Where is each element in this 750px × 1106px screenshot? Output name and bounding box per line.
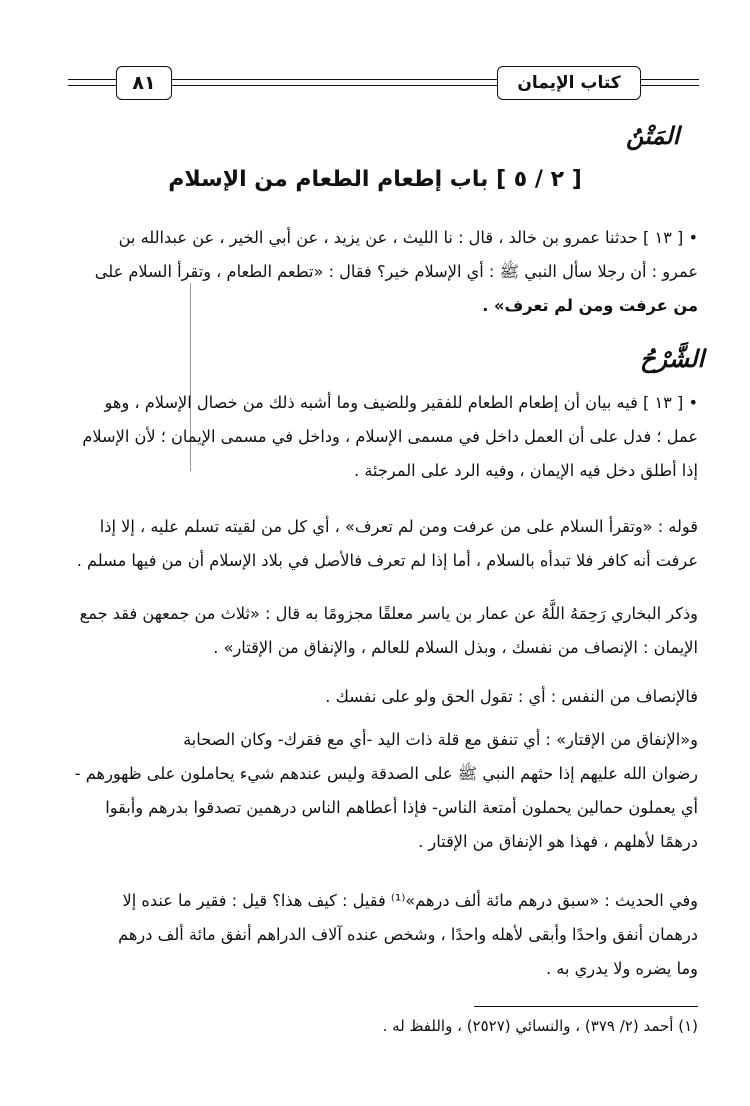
paragraph-line: وذكر البخاري رَحِمَهُ اللَّهُ عن عمار بن ياسر معلقًا مجزومًا به قال : «ثلاث من جمعهن فقد جمع xyxy=(79,604,698,623)
sharh-paragraph-2 xyxy=(68,510,698,578)
header-rule-middle xyxy=(170,79,498,80)
chapter-heading: [ ٢ / ٥ ] باب إطعام الطعام من الإسلام xyxy=(168,167,582,192)
running-header-title: كتاب الإيمان xyxy=(497,66,641,100)
paragraph-line: إذا أطلق دخل فيه الإيمان ، وفيه الرد على المرجئة . xyxy=(354,461,698,480)
sharh-paragraph-6 xyxy=(68,884,698,986)
matn-line: من عرفت ومن لم تعرف» . xyxy=(482,296,698,315)
page-number: ٨١ xyxy=(116,66,172,100)
paragraph-line: درهمان أنفق واحدًا وأبقى لأهله واحدًا ، وشخص عنده آلاف الدراهم أنفق مائة ألف درهم xyxy=(118,925,698,944)
sharh-paragraph-3 xyxy=(68,597,698,665)
paragraph-line: رضوان الله عليهم إذا حثهم النبي ﷺ على الصدقة وليس عندهم شيء يحاملون على ظهورهم - xyxy=(74,764,698,783)
matn-line: عمرو : أن رجلا سأل النبي ﷺ : أي الإسلام خير؟ فقال : «تطعم الطعام ، وتقرأ السلام على xyxy=(94,262,698,281)
header-rule-right xyxy=(639,79,699,80)
paragraph-line: عرفت أنه كافر فلا تبدأه بالسلام ، أما إذا لم تعرف فالأصل في بلاد الإسلام أن من فيها مسلم . xyxy=(76,551,698,570)
matn-text xyxy=(68,221,698,323)
sharh-paragraph-4 xyxy=(68,680,698,714)
paragraph-line: الإيمان : الإنصاف من نفسك ، وبذل السلام للعالم ، والإنفاق من الإقتار» . xyxy=(213,638,698,657)
paragraph-line: أي يعملون حمالين يحملون أمتعة الناس- فإذا أعطاهم الناس درهمين تصدقوا بدرهم وأبقوا xyxy=(105,798,698,817)
sharh-paragraph-1 xyxy=(68,386,698,488)
footnote: (١) أحمد (٢/ ٣٧٩) ، والنسائي (٢٥٢٧) ، واللفظ له . xyxy=(382,1017,698,1035)
paragraph-line: وفي الحديث : «سبق درهم مائة ألف درهم»⁽¹⁾ فقيل : كيف هذا؟ قيل : فقير ما عنده إلا xyxy=(122,891,698,910)
footnote-separator xyxy=(474,1006,698,1007)
matn-line: • [ ١٣ ] حدثنا عمرو بن خالد ، قال : نا الليث ، عن يزيد ، عن أبي الخير ، عن عبدالله بن xyxy=(118,228,698,247)
paragraph-line: درهمًا لأهلهم ، فهذا هو الإنفاق من الإقتار . xyxy=(418,832,698,851)
header-rule-left xyxy=(68,79,118,80)
paragraph-line: قوله : «وتقرأ السلام على من عرفت ومن لم تعرف» ، أي كل من لقيته تسلم عليه ، إلا إذا xyxy=(99,517,698,536)
paragraph-line: • [ ١٣ ] فيه بيان أن إطعام الطعام للفقير وللضيف وما أشبه ذلك من خصال الإسلام ، وهو xyxy=(104,393,698,412)
sharh-label: الشَّرْحُ xyxy=(640,344,705,373)
header-rule-left-lower xyxy=(68,85,118,86)
paragraph-line: وما يضره ولا يدري به . xyxy=(546,959,698,978)
matn-label: المَتْنُ xyxy=(626,121,680,150)
paragraph-line: و«الإنفاق من الإقتار» : أي تنفق مع قلة ذات اليد -أي مع فقرك- وكان الصحابة xyxy=(183,730,698,749)
sharh-paragraph-5 xyxy=(68,723,698,859)
header-rule-right-lower xyxy=(639,85,699,86)
paragraph-line: فالإنصاف من النفس : أي : تقول الحق ولو على نفسك . xyxy=(325,687,698,706)
paragraph-line: عمل ؛ فدل على أن العمل داخل في مسمى الإسلام ، وداخل في مسمى الإيمان ؛ لأن الإسلام xyxy=(82,427,698,446)
header-rule-middle-lower xyxy=(170,85,498,86)
